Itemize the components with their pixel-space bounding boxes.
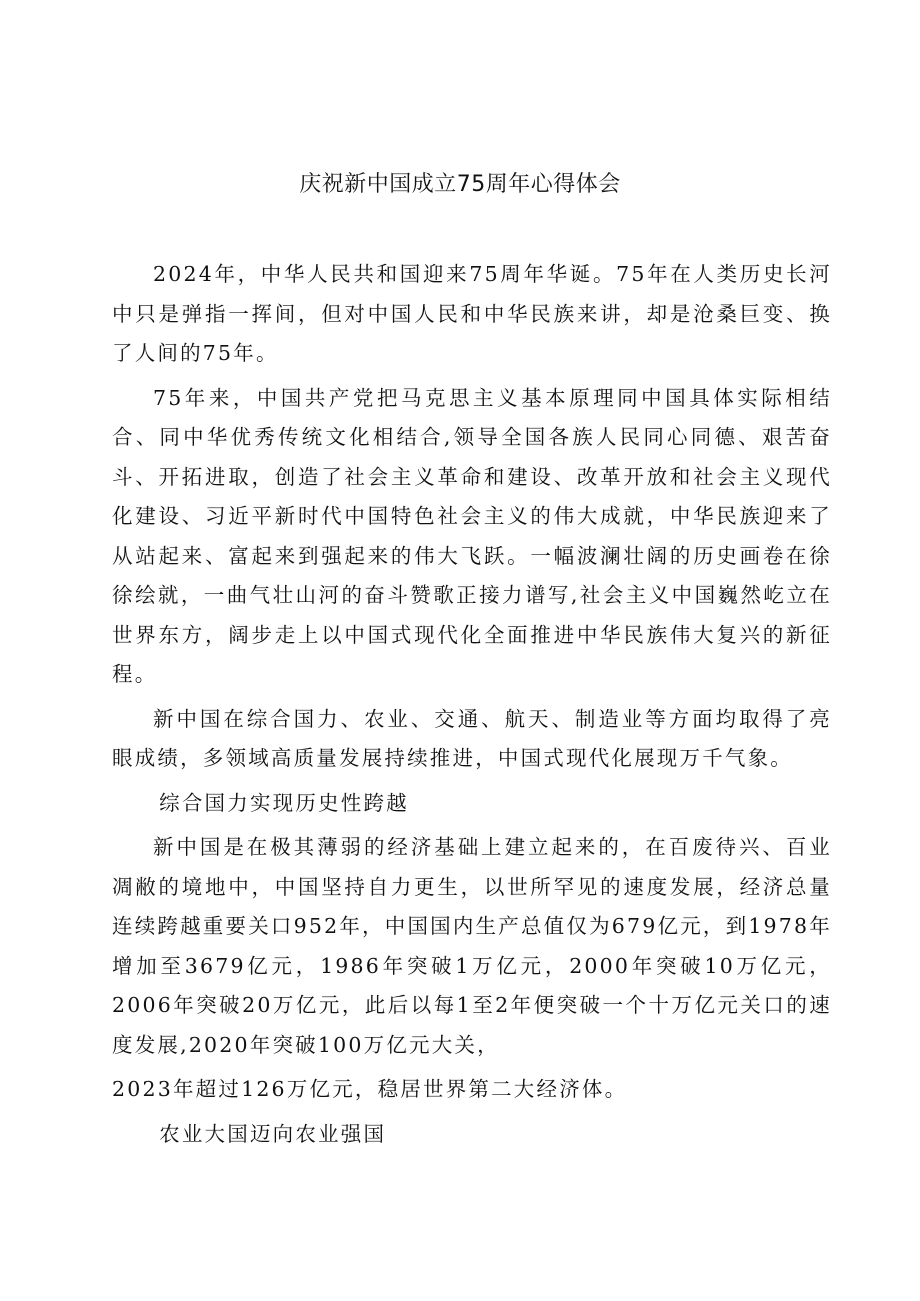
document-title: 庆祝新中国成立75周年心得体会 <box>299 172 621 197</box>
paragraph-achievements: 75年来，中国共产党把马克思主义基本原理同中国具体实际相结合、同中华优秀传统文化相结合,领导全国各族人民同心同德、艰苦奋斗、开拓进取，创造了社会主义革命和建设、改革开放和社会主义现代化建设、习近平新时代中国特色社会主义的伟大成就，中华民族迎来了从站起来、富起来到强起来的伟大飞跃。一幅波澜壮阔的历史画卷在徐徐绘就，一曲气壮山河的奋斗赞歌正接力谱写,社会主义中国巍然屹立在世界东方，阔步走上以中国式现代化全面推进中华民族伟大复兴的新征程。 <box>112 385 832 686</box>
paragraph-intro: 2024年，中华人民共和国迎来75周年华诞。75年在人类历史长河中只是弹指一挥间，但对中国人民和中华民族来讲，却是沧桑巨变、换了人间的75年。 <box>112 262 832 365</box>
section-heading-agriculture: 农业大国迈向农业强国 <box>159 1121 387 1146</box>
paragraph-economy-continued: 2023年超过126万亿元，稳居世界第二大经济体。 <box>112 1077 628 1101</box>
paragraph-overview: 新中国在综合国力、农业、交通、航天、制造业等方面均取得了亮眼成绩，多领域高质量发展持续推进，中国式现代化展现万千气象。 <box>112 706 832 770</box>
document-body <box>112 255 832 1159</box>
section-heading-national-strength: 综合国力实现历史性跨越 <box>159 790 409 815</box>
paragraph-economy: 新中国是在极其薄弱的经济基础上建立起来的，在百废待兴、百业凋敝的境地中，中国坚持自力更生，以世所罕见的速度发展，经济总量连续跨越重要关口952年，中国国内生产总值仅为679亿元，到1978年增加至3679亿元，1986年突破1万亿元，2000年突破10万亿元，2006年突破20万亿元，此后以每1至2年便突破一个十万亿元关口的速度发展,2020年突破100万亿元大关， <box>112 835 832 1057</box>
